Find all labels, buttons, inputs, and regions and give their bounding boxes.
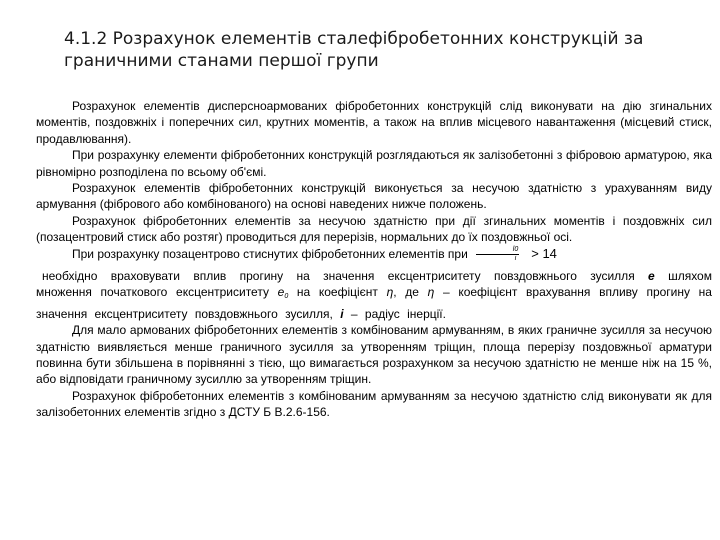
document-body bbox=[36, 98, 712, 421]
page-title: 4.1.2 Розрахунок елементів сталефібробетонних конструкцій за граничними станами першої групи bbox=[64, 29, 644, 71]
paragraph-5-lead: При розрахунку позацентрово стиснутих фібробетонних елементів при bbox=[72, 246, 468, 261]
fraction-denominator: i bbox=[514, 254, 517, 262]
eta-symbol: η bbox=[386, 285, 394, 300]
eta-symbol-2: η bbox=[427, 285, 435, 300]
paragraph-6-text-c: на коефіцієнт bbox=[296, 285, 378, 300]
paragraph-6-text-f: – коефіцієнт врахування впливу прогину на значення ексцентриситету повздовжнього зусилля, bbox=[36, 285, 712, 321]
paragraph-2: При розрахунку елементи фібробетонних конструкцій розглядаються як залізобетонні з фібровою арматурою, яка рівномірно розподілена по всьому об'ємі. bbox=[36, 148, 712, 179]
paragraph-4: Розрахунок фібробетонних елементів за несучою здатністю при дії згинальних моментів і поздовжніх сил (позацентровий стиск або розтяг) проводиться для перерізів, нормальних до їх поздовжньої осі. bbox=[36, 213, 712, 245]
paragraph-3: Розрахунок елементів фібробетонних конструкцій виконується за несучою здатністю з урахуванням виду армування (фібрового або комбінованого) на основі наведених нижче положень. bbox=[36, 181, 712, 212]
paragraph-7: Для мало армованих фібробетонних елементів з комбінованим армуванням, в яких граничне зусилля за несучою здатністю виявляється менше граничного зусилля за утворенням тріщин, площа перерізу поздовжньої арматури повинна бути збільшена в порівнянні з тією, що вимагається розрахунком за несучою здатністю не менше ніж на 15 %, або відповідати граничному зусиллю за утворенням тріщин. bbox=[36, 323, 712, 387]
fraction-numerator: l0 bbox=[476, 246, 519, 255]
paragraph-6-text-a: необхідно враховувати вплив прогину на значення ексцентриситету повздовжнього зусилля bbox=[42, 268, 635, 283]
paragraph-6-text-g: – радіус інерції. bbox=[350, 306, 446, 321]
paragraph-6 bbox=[36, 268, 712, 322]
slenderness-fraction bbox=[476, 246, 519, 263]
paragraph-8: Розрахунок фібробетонних елементів з комбінованим армуванням за несучою здатністю слід виконувати як для залізобетонних елементів згідно з ДСТУ Б В.2.6-156. bbox=[36, 388, 712, 420]
eccentricity-symbol: е bbox=[648, 268, 655, 283]
paragraph-6-text-b: шляхом множення початкового ексцентриситету bbox=[36, 268, 712, 300]
paragraph-5-tail: > 14 bbox=[531, 245, 557, 261]
initial-eccentricity-subscript: 0 bbox=[284, 293, 289, 301]
paragraph-5 bbox=[36, 246, 712, 263]
paragraph-1: Розрахунок елементів дисперсноармованих фібробетонних конструкцій слід виконувати на дію згинальних моментів, поздовжніх і поперечних сил, крутних моментів, а також на вплив місцевого навантаження (місцевий стиск, продавлювання). bbox=[36, 99, 712, 146]
paragraph-6-text-d: , де bbox=[393, 285, 419, 300]
radius-symbol: i bbox=[340, 306, 344, 321]
initial-eccentricity-symbol: е bbox=[277, 285, 285, 300]
